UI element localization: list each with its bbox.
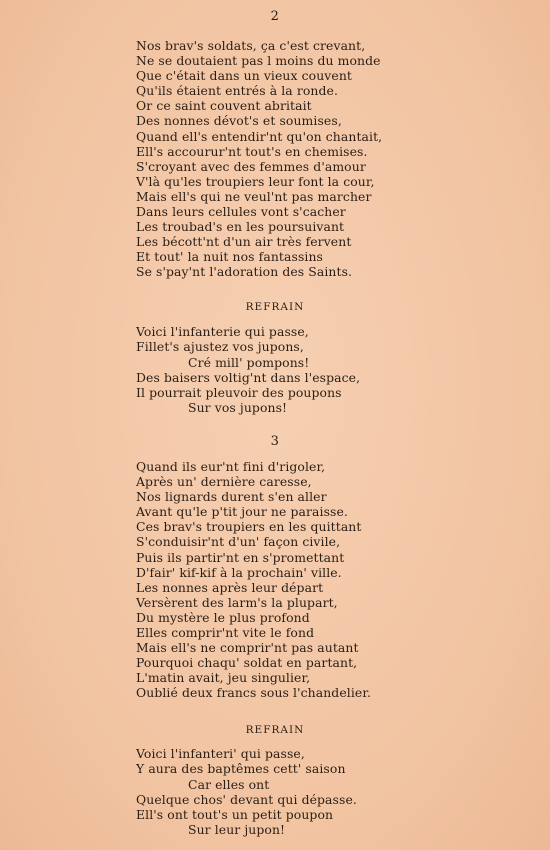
verse-line: Et tout' la nuit nos fantassins [136, 249, 324, 265]
verse-line: Avant qu'le p'tit jour ne paraisse. [136, 504, 348, 520]
verse-line: Se s'pay'nt l'adoration des Saints. [136, 264, 353, 280]
verse-line: Des nonnes dévot's et soumises, [136, 113, 342, 129]
refrain-line: Sur vos jupons! [188, 400, 288, 416]
refrain-line: Voici l'infanterie qui passe, [136, 324, 309, 339]
verse-line: Les troubad's en les poursuivant [136, 219, 345, 235]
verse-line: Que c'était dans un vieux couvent [136, 68, 353, 84]
refrain-line: Quelque chos' devant qui dépasse. [136, 791, 357, 807]
verse-line: L'matin avait, jeu singulier, [136, 670, 311, 686]
verse-line: Quand ell's entendir'nt qu'on chantait, [136, 128, 383, 144]
page-number: 2 [270, 9, 280, 24]
verse-line: Mais ell's qui ne veul'nt pas marcher [136, 188, 372, 204]
refrain-heading: REFRAIN [245, 724, 305, 736]
verse-line: Ne se doutaient pas l moins du monde [136, 53, 381, 69]
refrain-line: Ell's ont tout's un petit poupon [136, 807, 334, 823]
verse-line: Nos brav's soldats, ça c'est crevant, [136, 38, 366, 53]
refrain-line: Il pourrait pleuvoir des poupons [136, 385, 342, 401]
verse-line: S'conduisir'nt d'un' façon civile, [136, 534, 341, 550]
refrain-line: Cré mill' pompons! [188, 354, 310, 370]
verse-line: V'là qu'les troupiers leur font la cour, [136, 173, 375, 189]
verse-line: Oublié deux francs sous l'chandelier. [136, 685, 372, 701]
refrain-line: Des baisers voltig'nt dans l'espace, [136, 369, 361, 385]
verse-line: S'croyant avec des femmes d'amour [136, 158, 366, 174]
verse-line: Les nonnes après leur départ [136, 579, 324, 595]
verse-line: Pourquoi chaqu' soldat en partant, [136, 655, 358, 671]
verse-line: Quand ils eur'nt fini d'rigoler, [136, 459, 326, 474]
refrain-2 [136, 746, 536, 838]
verse-line: Ell's accourur'nt tout's en chemises. [136, 143, 368, 159]
refrain-line: Y aura des baptêmes cett' saison [136, 761, 346, 777]
verse-line: Mais ell's ne comprir'nt pas autant [136, 640, 359, 656]
verse-line: Versèrent des larm's la plupart, [136, 594, 338, 610]
refrain-line: Sur leur jupon! [188, 822, 286, 838]
stanza-3 [136, 459, 536, 701]
verse-line: Du mystère le plus profond [136, 609, 310, 625]
verse-line: Ces brav's troupiers en les quittant [136, 519, 362, 535]
verse-line: Nos lignards durent s'en aller [136, 489, 327, 505]
refrain-line: Voici l'infanteri' qui passe, [136, 746, 305, 761]
verse-line: Qu'ils étaient entrés à la ronde. [136, 83, 338, 99]
verse-line: Après un' dernière caresse, [136, 474, 312, 490]
verse-line: Elles comprir'nt vite le fond [136, 625, 315, 641]
stanza-2 [136, 38, 536, 280]
refrain-line: Car elles ont [188, 776, 270, 792]
verse-line: Dans leurs cellules vont s'cacher [136, 204, 346, 220]
refrain-heading: REFRAIN [245, 301, 305, 313]
verse-line: Puis ils partir'nt en s'promettant [136, 549, 345, 565]
verse-line: Les bécott'nt d'un air très fervent [136, 234, 352, 250]
refrain-line: Fillet's ajustez vos jupons, [136, 339, 304, 355]
stanza-number: 3 [270, 434, 280, 449]
verse-line: D'fair' kif-kif à la prochain' ville. [136, 564, 342, 580]
verse-line: Or ce saint couvent abritait [136, 98, 312, 114]
refrain-1 [136, 324, 536, 416]
